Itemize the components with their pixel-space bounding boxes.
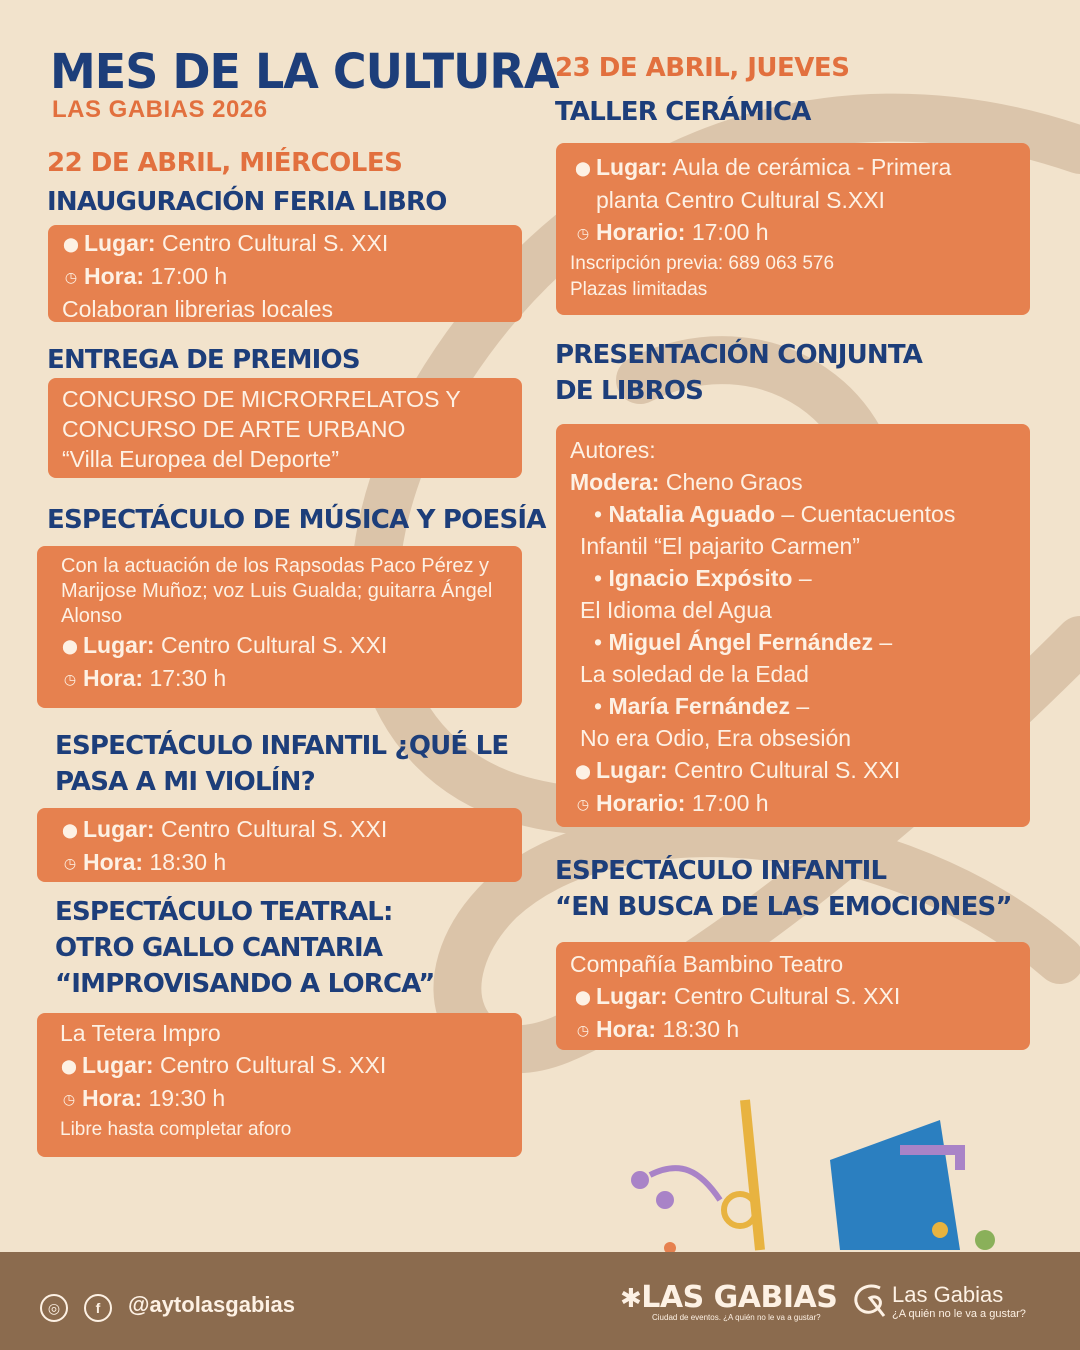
social-handle[interactable]: @aytolasgabias [128, 1292, 295, 1317]
location-pin-icon: ⬤ [63, 236, 79, 252]
music-illustration [631, 1100, 995, 1254]
right-date: 23 DE ABRIL, JUEVES [555, 53, 850, 83]
event-card: ⬤ Lugar: Centro Cultural S. XXI ◷ Hora: 18:30 h [37, 808, 522, 882]
las-gabias-logo: ✱LAS GABIAS Ciudad de eventos. ¿A quién no le va a gustar? [620, 1280, 838, 1322]
event-title: ESPECTÁCULO INFANTIL ¿QUÉ LE PASA A MI VIOLÍN? [55, 731, 509, 797]
event-note: Colaboran librerias locales [62, 296, 334, 322]
clock-icon: ◷ [63, 671, 77, 687]
location-pin-icon: ⬤ [62, 638, 78, 654]
location-pin-icon: ⬤ [62, 822, 78, 838]
las-gabias-brand-logo: Las Gabias ¿A quién no le va a gustar? [850, 1282, 1026, 1320]
event-card: Compañía Bambino Teatro ⬤ Lugar: Centro Cultural S. XXI ◷ Hora: 18:30 h [556, 942, 1030, 1050]
location-pin-icon: ⬤ [575, 763, 591, 779]
event-title: PRESENTACIÓN CONJUNTA DE LIBROS [555, 340, 923, 406]
clock-icon: ◷ [63, 855, 77, 871]
event-card: CONCURSO DE MICRORRELATOS Y CONCURSO DE ARTE URBANO “Villa Europea del Deporte” [48, 378, 522, 478]
location-pin-icon: ⬤ [575, 989, 591, 1005]
event-title: ENTREGA DE PREMIOS [47, 345, 360, 375]
event-title: ESPECTÁCULO DE MÚSICA Y POESÍA [47, 505, 546, 535]
event-card: Con la actuación de los Rapsodas Paco Pérez y Marijose Muñoz; voz Luis Gualda; guitarra Ángel Alonso ⬤ Lugar: Centro Cultural S. XXI ◷ Hora: 17:30 h [37, 546, 522, 708]
swirl-logo-icon [850, 1282, 888, 1322]
clock-icon: ◷ [576, 1022, 590, 1038]
event-title: ESPECTÁCULO INFANTIL “EN BUSCA DE LAS EMOCIONES” [555, 856, 1012, 922]
page-title: MES DE LA CULTURA [50, 42, 559, 100]
event-card: La Tetera Impro ⬤ Lugar: Centro Cultural S. XXI ◷ Hora: 19:30 h Libre hasta completar aforo [37, 1013, 522, 1157]
event-card: ⬤ Lugar: Centro Cultural S. XXI ◷ Hora: 17:00 h Colaboran librerias locales [48, 225, 522, 322]
clock-icon: ◷ [576, 796, 590, 812]
location-pin-icon: ⬤ [575, 160, 591, 176]
page-subtitle: LAS GABIAS 2026 [52, 96, 268, 123]
facebook-icon[interactable]: f [84, 1294, 112, 1322]
clock-icon: ◷ [62, 1091, 76, 1107]
event-title: INAUGURACIÓN FERIA LIBRO [47, 187, 447, 217]
event-card: Autores: Modera: Cheno Graos • Natalia Aguado – Cuentacuentos Infantil “El pajarito Carmen” • Ignacio Expósito – El Idioma del Agua • Miguel Ángel Fernández – La soledad de la Edad • María Fernández – No era Odio, Era obsesión ⬤ Lugar: Centro Cultural S. XXI ◷ Horario: 17:00 h [556, 424, 1030, 827]
event-title: ESPECTÁCULO TEATRAL: OTRO GALLO CANTARIA “IMPROVISANDO A LORCA” [55, 897, 435, 999]
event-title: TALLER CERÁMICA [555, 97, 811, 127]
asterisk-icon: ✱ [620, 1284, 642, 1314]
left-date: 22 DE ABRIL, MIÉRCOLES [47, 148, 403, 178]
location-pin-icon: ⬤ [61, 1058, 77, 1074]
instagram-icon[interactable]: ◎ [40, 1294, 68, 1322]
clock-icon: ◷ [576, 225, 590, 241]
clock-icon: ◷ [64, 269, 78, 285]
event-card: ⬤ Lugar: Aula de cerámica - Primera planta Centro Cultural S.XXI ◷ Horario: 17:00 h Inscripción previa: 689 063 576 Plazas limitadas [556, 143, 1030, 315]
footer [0, 1252, 1080, 1350]
